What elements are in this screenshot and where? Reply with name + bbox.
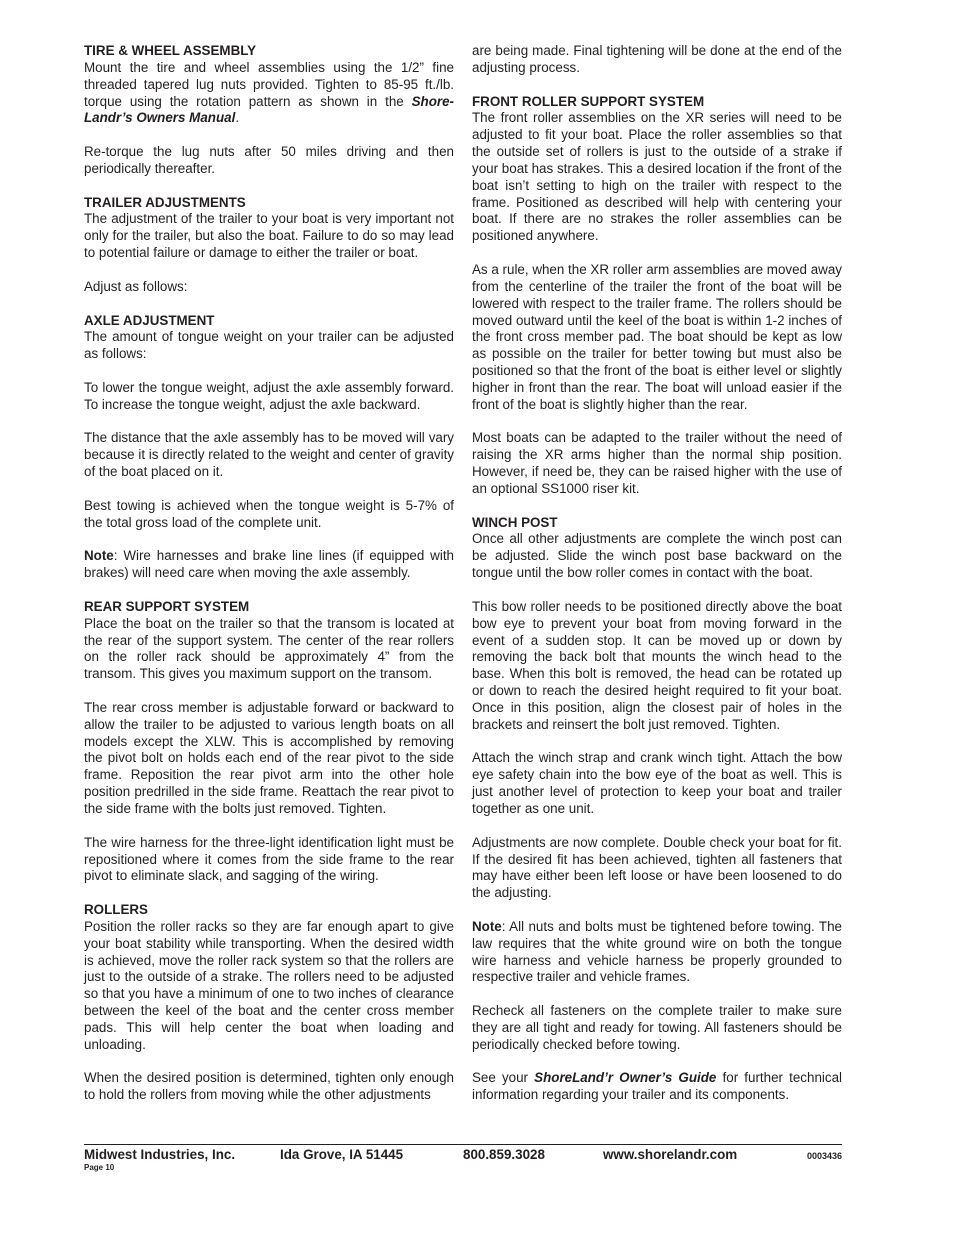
left-column: [84, 43, 454, 1121]
front-paragraph-3: Most boats can be adapted to the trailer without the need of raising the XR arms higher than the normal ship position. However, if need be, they can be raised higher with the use of an optional SS1000 riser kit.: [472, 430, 842, 496]
footer-city: Ida Grove, IA 51445: [280, 1147, 404, 1162]
tire-paragraph-1: [84, 60, 454, 127]
axle-note-text: : Wire harnesses and brake line lines (if equipped with brakes) will need care when moving the axle assembly.: [84, 548, 454, 581]
winch-paragraph-4: Adjustments are now complete. Double check your boat for fit. If the desired fit has been achieved, tighten all fasteners that may have either been left loose or have been loosened to do the adjusting.: [472, 834, 842, 901]
page-number: Page 10: [84, 1163, 115, 1172]
winch-paragraph-6: [472, 1070, 842, 1104]
axle-note: [84, 548, 454, 582]
section-tire-wheel: [84, 43, 454, 178]
winch-paragraph-3: Attach the winch strap and crank winch tight. Attach the bow eye safety chain into the bow eye of the boat as well. This is just another level of protection to keep your boat and trailer together as one unit.: [472, 750, 842, 816]
footer-company: Midwest Industries, Inc.: [84, 1147, 236, 1162]
tire-p1-end: .: [235, 110, 240, 126]
further-info-text: for further technical information regarding your trailer and its components.: [472, 1070, 842, 1103]
winch-paragraph-5: Recheck all fasteners on the complete trailer to make sure they are all tight and ready for towing. All fasteners should be periodically checked before towing.: [472, 1003, 842, 1052]
owners-guide-ref: ShoreLand’r Owner’s Guide: [534, 1070, 717, 1086]
front-paragraph-1: The front roller assemblies on the XR series will need to be adjusted to fit your boat. Place the roller assemblies so that the outside set of rollers is just to the outside of a strake if your boat has strakes. This a desired location if the front of the boat isn’t setting to high on the trailer with respect to the frame. Positioned as described will help with centering your boat. If there are no strakes the roller assemblies can be positioned anywhere.: [472, 110, 842, 244]
right-column: [472, 43, 842, 1121]
winch-paragraph-2: This bow roller needs to be positioned directly above the boat bow eye to prevent your boat from moving forward in the event of a sudden stop. It can be moved up or down by removing the back bolt that mounts the winch head to the base. When this bolt is removed, the head can be rotated up or down to reach the desired height required to fit your boat. Once in this position, align the closest pair of holes in the brackets and reinsert the bolt just removed. Tighten.: [472, 598, 842, 732]
section-winch-post: [472, 515, 842, 1105]
section-rollers: [84, 902, 454, 1104]
winch-note: [472, 919, 842, 986]
heading-tire-wheel: TIRE & WHEEL ASSEMBLY: [84, 43, 257, 58]
rollers-paragraph-1: Position the roller racks so they are far enough apart to give your boat stability while transporting. When the desired width is achieved, move the roller rack system so that the rollers are just to the outside of a strake. The rollers need to be adjusted so that you have a minimum of one to two inches of clearance between the keel of the boat and the center cross member pads. This will help center the boat when loading and unloading.: [84, 918, 454, 1052]
winch-paragraph-1: Once all other adjustments are complete the winch post can be adjusted. Slide the winch post base backward on the tongue until the bow roller comes in contact with the boat.: [472, 531, 842, 581]
heading-axle-adjustment: AXLE ADJUSTMENT: [84, 312, 215, 328]
axle-note-label: Note: [84, 548, 114, 564]
section-axle-adjustment: [84, 313, 454, 583]
see-your-text: See your: [472, 1070, 535, 1086]
winch-note-label: Note: [472, 918, 502, 934]
heading-winch-post: WINCH POST: [472, 514, 558, 530]
footer-divider: [84, 1144, 842, 1145]
heading-rollers: ROLLERS: [84, 902, 148, 918]
heading-front-roller: FRONT ROLLER SUPPORT SYSTEM: [472, 93, 705, 109]
footer-doc-code: 0003436: [806, 1151, 842, 1161]
section-rear-support: [84, 599, 454, 885]
axle-paragraph-4: Best towing is achieved when the tongue weight is 5-7% of the total gross load of the complete unit.: [84, 497, 454, 530]
rear-paragraph-2: The rear cross member is adjustable forward or backward to allow the trailer to be adjusted to various length boats on all models except the XLW. This is accomplished by removing the pivot bolt on holds each end of the rear pivot to the side frame. Reposition the rear pivot arm into the other hole position predrilled in the side frame. Reattach the rear pivot to the side frame with the bolts just removed. Tighten.: [84, 699, 454, 816]
trailer-adj-paragraph-1: The adjustment of the trailer to your boat is very important not only for the trailer, but also the boat. Failure to do so may lead to potential failure or damage to either the trailer or boat.: [84, 211, 454, 261]
continued-paragraph: are being made. Final tightening will be done at the end of the adjusting process.: [472, 43, 842, 75]
axle-paragraph-3: The distance that the axle assembly has to be moved will vary because it is directly related to the weight and center of gravity of the boat placed on it.: [84, 430, 454, 480]
front-paragraph-2: As a rule, when the XR roller arm assemblies are moved away from the centerline of the trailer the front of the boat will be lowered with respect to the trailer frame. The rollers should be moved outward until the keel of the boat is within 1-2 inches of the front cross member pad. The boat should be kept as low as possible on the trailer for better towing but must also be positioned so that the front of the boat is either level or slightly higher in front than the rear. The boat will unload easier if the front of the boat is slightly higher than the rear.: [472, 261, 842, 412]
tire-p1-text: Mount the tire and wheel assemblies using the 1/2” fine threaded tapered lug nuts provided. Tighten to 85-95 ft./lb. torque using the rotation pattern as shown in the: [84, 59, 454, 109]
rollers-paragraph-2: When the desired position is determined, tighten only enough to hold the rollers from moving while the other adjustments: [84, 1070, 454, 1103]
heading-trailer-adjustments: TRAILER ADJUSTMENTS: [84, 194, 246, 210]
axle-paragraph-2: To lower the tongue weight, adjust the axle assembly forward. To increase the tongue weight, adjust the axle backward.: [84, 379, 454, 412]
tire-paragraph-2: Re-torque the lug nuts after 50 miles driving and then periodically thereafter.: [84, 144, 454, 176]
axle-paragraph-1: The amount of tongue weight on your trailer can be adjusted as follows:: [84, 329, 454, 362]
footer-phone: 800.859.3028: [463, 1147, 545, 1162]
footer-website: www.shorelandr.com: [603, 1147, 738, 1162]
owners-manual-ref: Shore-Landr’s Owners Manual: [84, 93, 454, 126]
section-front-roller: [472, 94, 842, 498]
rear-paragraph-3: The wire harness for the three-light identification light must be repositioned where it comes from the side frame to the rear pivot to eliminate slack, and sagging of the wiring.: [84, 834, 454, 884]
trailer-adj-paragraph-2: Adjust as follows:: [84, 278, 188, 294]
rear-paragraph-1: Place the boat on the trailer so that the transom is located at the rear of the support system. The center of the rear rollers on the roller rack should be approximately 4” from the transom. This gives you maximum support on the transom.: [84, 615, 454, 682]
heading-rear-support: REAR SUPPORT SYSTEM: [84, 598, 250, 614]
winch-note-text: : All nuts and bolts must be tightened before towing. The law requires that the white ground wire on both the tongue wire harness and vehicle harness be properly grounded to respective trailer and vehicle frames.: [472, 918, 842, 985]
section-trailer-adjustments: [84, 195, 454, 296]
